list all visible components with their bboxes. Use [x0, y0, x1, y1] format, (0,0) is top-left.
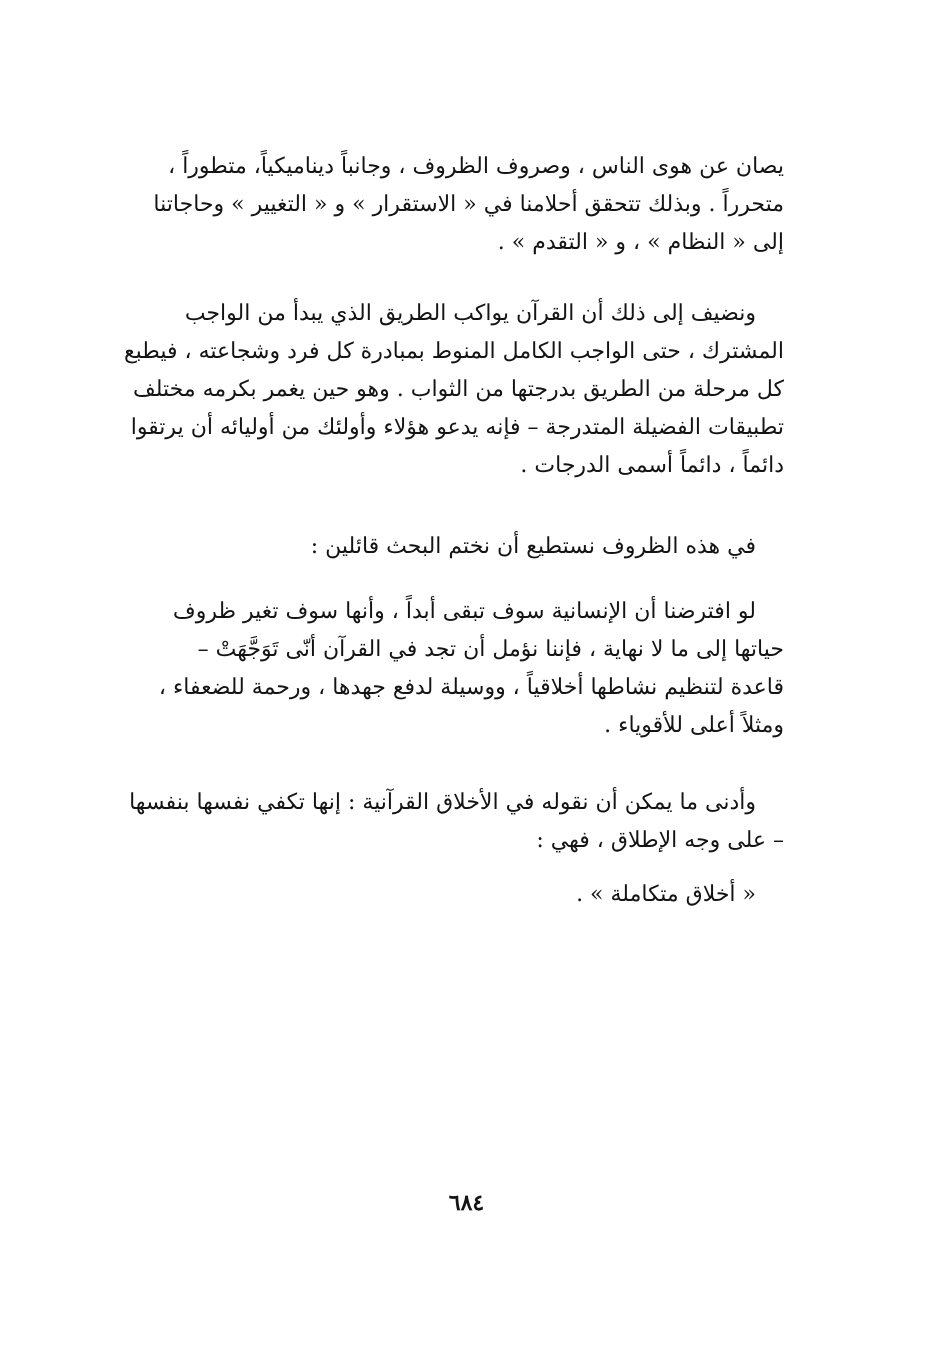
- text-line: المشترك ، حتى الواجب الكامل المنوط بمبادرة كل فرد وشجاعته ، فيطبع: [123, 339, 784, 364]
- text-line: حياتها إلى ما لا نهاية ، فإننا نؤمل أن تجد في القرآن أنّى تَوَجَّهَتْ –: [197, 637, 784, 662]
- text-line: في هذه الظروف نستطيع أن نختم البحث قائلين :: [310, 534, 756, 559]
- text-line: وأدنى ما يمكن أن نقوله في الأخلاق القرآنية : إنها تكفي نفسها بنفسها: [129, 790, 756, 815]
- text-line: « أخلاق متكاملة » .: [576, 882, 756, 907]
- text-line: قاعدة لتنظيم نشاطها أخلاقياً ، ووسيلة لدفع جهدها ، ورحمة للضعفاء ،: [158, 675, 784, 700]
- paragraph-2: [112, 295, 784, 485]
- paragraph-1: [112, 148, 784, 262]
- page-number: ٦٨٤: [448, 1190, 485, 1216]
- text-line: ونضيف إلى ذلك أن القرآن يواكب الطريق الذي يبدأ من الواجب: [184, 301, 756, 326]
- text-line: – على وجه الإطلاق ، فهي :: [536, 828, 784, 853]
- text-line: لو افترضنا أن الإنسانية سوف تبقى أبداً ، وأنها سوف تغير ظروف: [172, 599, 756, 624]
- paragraph-5: [112, 784, 784, 860]
- text-line: ومثلاً أعلى للأقوياء .: [604, 713, 784, 738]
- text-line: تطبيقات الفضيلة المتدرجة – فإنه يدعو هؤلاء وأولئك من أوليائه أن يرتقوا: [130, 415, 784, 440]
- paragraph-4: [112, 593, 784, 745]
- paragraph-3: [112, 528, 784, 566]
- text-line: يصان عن هوى الناس ، وصروف الظروف ، وجانباً ديناميكياً، متطوراً ،: [168, 154, 784, 179]
- paragraph-6: [112, 876, 784, 914]
- text-line: كل مرحلة من الطريق بدرجتها من الثواب . وهو حين يغمر بكرمه مختلف: [132, 377, 784, 402]
- text-line: دائماً ، دائماً أسمى الدرجات .: [520, 453, 784, 478]
- text-line: متحرراً . وبذلك تتحقق أحلامنا في « الاستقرار » و « التغيير » وحاجاتنا: [153, 192, 784, 217]
- text-line: إلى « النظام » ، و « التقدم » .: [497, 230, 784, 255]
